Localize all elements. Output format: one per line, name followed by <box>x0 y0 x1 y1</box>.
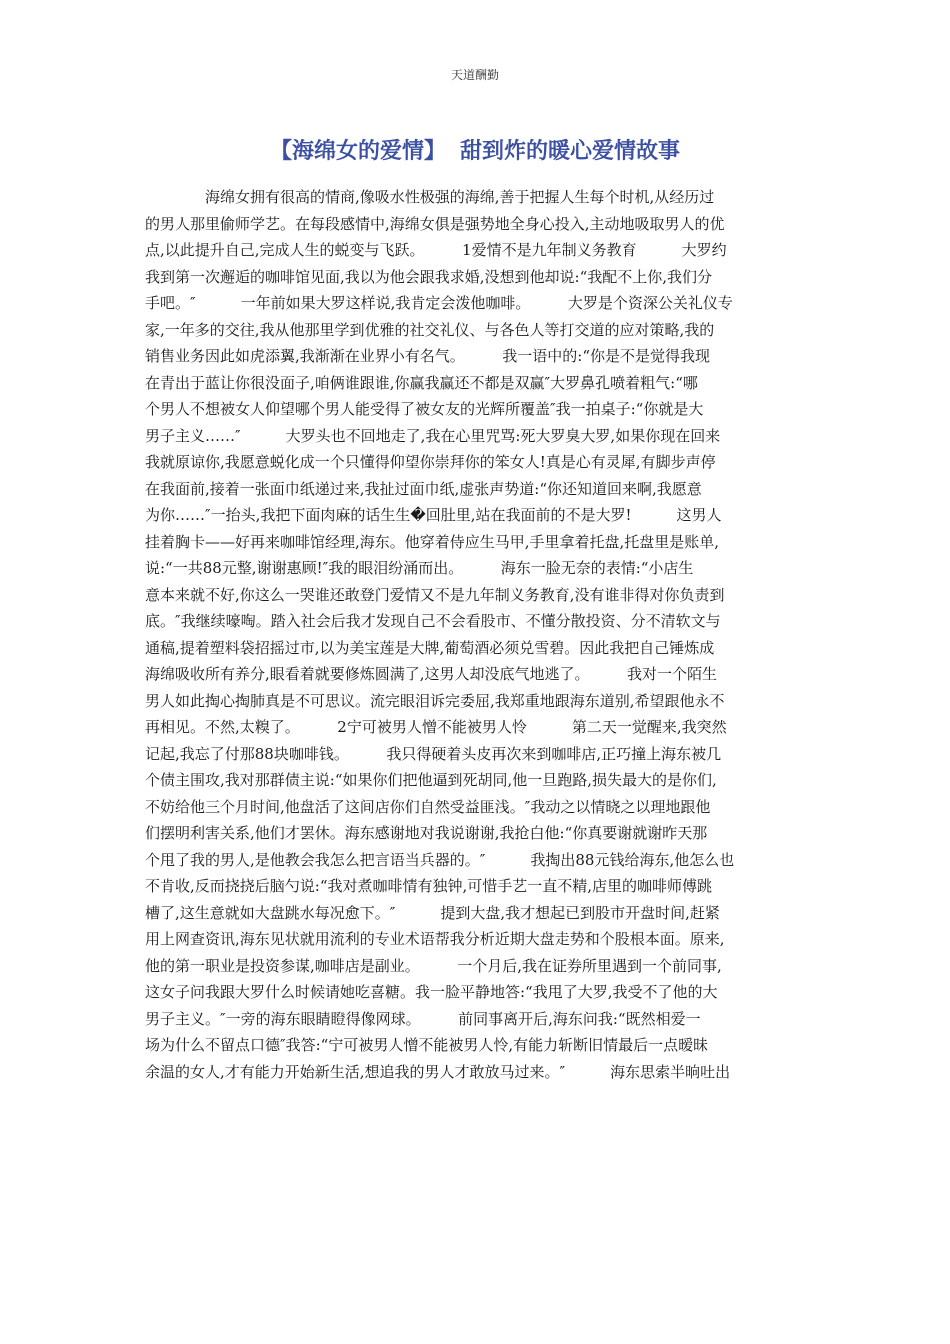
body-line: 海绵女拥有很高的情商,像吸水性极强的海绵,善于把握人生每个时机,从经历过 <box>145 188 715 206</box>
body-line: 们摆明利害关系,他们才罢休。海东感谢地对我说谢谢,我抢白他:“你真要谢就谢昨天那 <box>145 824 708 842</box>
body-line: 他的第一职业是投资参谋,咖啡店是副业。 一个月后,我在证券所里遇到一个前同事, <box>145 956 722 975</box>
body-line: 个债主围攻,我对那群债主说:“如果你们把他逼到死胡同,他一旦跑路,损失最大的是你们, <box>145 771 717 789</box>
body-line: 说:“一共88元整,谢谢惠顾!″我的眼泪纷涌而出。 海东一脸无奈的表情:“小店生 <box>145 559 694 577</box>
article-title <box>0 134 950 165</box>
body-line: 再相见。不然,太糗了。 2宁可被男人憎不能被男人怜 第二天一觉醒来,我突然 <box>145 718 727 736</box>
body-line: 男子主义……″ 大罗头也不回地走了,我在心里咒骂:死大罗臭大罗,如果你现在回来 <box>145 426 721 445</box>
page-header: 天道酬勤 <box>450 68 499 82</box>
body-line: 个男人不想被女人仰望哪个男人能受得了被女友的光辉所覆盖″我一拍桌子:“你就是大 <box>145 400 704 418</box>
body-line: 底。″我继续嚎啕。踏入社会后我才发现自己不会看股市、不懂分散投资、分不清软文与 <box>145 612 721 630</box>
body-line: 意本来就不好,你这么一哭谁还敢登门爱情又不是九年制义务教育,没有谁非得对你负责到 <box>145 585 725 604</box>
body-line: 男子主义。″一旁的海东眼睛瞪得像网球。 前同事离开后,海东问我:“既然相爱一 <box>145 1009 701 1028</box>
body-line: 为你……″一抬头,我把下面肉麻的话生生�回肚里,站在我面前的不是大罗! 这男人 <box>145 506 722 524</box>
article-body <box>145 184 807 1085</box>
body-line: 通稿,提着塑料袋招摇过市,以为美宝莲是大牌,葡萄酒必须兑雪碧。因此我把自己锤炼成 <box>145 638 715 657</box>
body-line: 海绵吸收所有养分,眼看着就要修炼圆满了,这男人却没底气地逃了。 我对一个陌生 <box>145 665 718 683</box>
body-line: 销售业务因此如虎添翼,我渐渐在业界小有名气。 我一语中的:“你是不是觉得我现 <box>145 347 710 365</box>
body-line: 余温的女人,才有能力开始新生活,想追我的男人才敢放马过来。″ 海东思索半晌吐出 <box>145 1062 731 1081</box>
body-line: 在我面前,接着一张面巾纸递过来,我扯过面巾纸,虚张声势道:“你还知道回来啊,我愿意 <box>145 479 702 498</box>
body-line: 不妨给他三个月时间,他盘活了这间店你们自然受益匪浅。″我动之以情晓之以理地跟他 <box>145 797 711 816</box>
body-line: 挂着胸卡——好再来咖啡馆经理,海东。他穿着侍应生马甲,手里拿着托盘,托盘里是账单, <box>145 532 720 551</box>
body-line: 我到第一次邂逅的咖啡馆见面,我以为他会跟我求婚,没想到他却说:“我配不上你,我们分 <box>145 267 713 286</box>
body-line: 手吧。″ 一年前如果大罗这样说,我肯定会泼他咖啡。 大罗是个资深公关礼仪专 <box>145 294 733 312</box>
body-line: 不肯收,反而挠挠后脑勺说:“我对煮咖啡情有独钟,可惜手艺一直不精,店里的咖啡师傅跳 <box>145 877 713 895</box>
article-title-part2: 甜到炸的暖心爱情故事 <box>460 139 681 164</box>
body-line: 用上网查资讯,海东见状就用流利的专业术语帮我分析近期大盘走势和个股根本面。原来, <box>145 930 725 948</box>
body-line: 家,一年多的交往,我从他那里学到优雅的社交礼仪、与各色人等打交道的应对策略,我的 <box>145 320 715 339</box>
body-line: 男人如此掏心掏肺真是不可思议。流完眼泪诉完委屈,我郑重地跟海东道别,希望跟他永不 <box>145 691 725 710</box>
body-line: 点,以此提升自己,完成人生的蜕变与飞跃。 1爱情不是九年制义务教育 大罗约 <box>145 241 727 259</box>
body-line: 这女子问我跟大罗什么时候请她吃喜糖。我一脸平静地答:“我甩了大罗,我受不了他的大 <box>145 983 718 1001</box>
body-line: 个甩了我的男人,是他教会我怎么把言语当兵器的。″ 我掏出88元钱给海东,他怎么也 <box>145 850 735 869</box>
body-line: 记起,我忘了付那88块咖啡钱。 我只得硬着头皮再次来到咖啡店,正巧撞上海东被几 <box>145 744 722 763</box>
article-title-part1: 【海绵女的爱情】 <box>269 139 446 164</box>
body-line: 的男人那里偷师学艺。在每段感情中,海绵女俱是强势地全身心投入,主动地吸取男人的优 <box>145 214 725 233</box>
body-line: 我就原谅你,我愿意蜕化成一个只懂得仰望你崇拜你的笨女人!真是心有灵犀,有脚步声停 <box>145 453 716 471</box>
body-line: 在青出于蓝让你很没面子,咱俩谁跟谁,你赢我赢还不都是双赢″大罗鼻孔喷着粗气:“哪 <box>145 373 698 392</box>
body-line: 槽了,这生意就如大盘跳水每况愈下。″ 提到大盘,我才想起已到股市开盘时间,赶紧 <box>145 903 720 922</box>
body-line: 场为什么不留点口德″我答:“宁可被男人憎不能被男人怜,有能力斩断旧情最后一点暧昧 <box>145 1036 709 1054</box>
